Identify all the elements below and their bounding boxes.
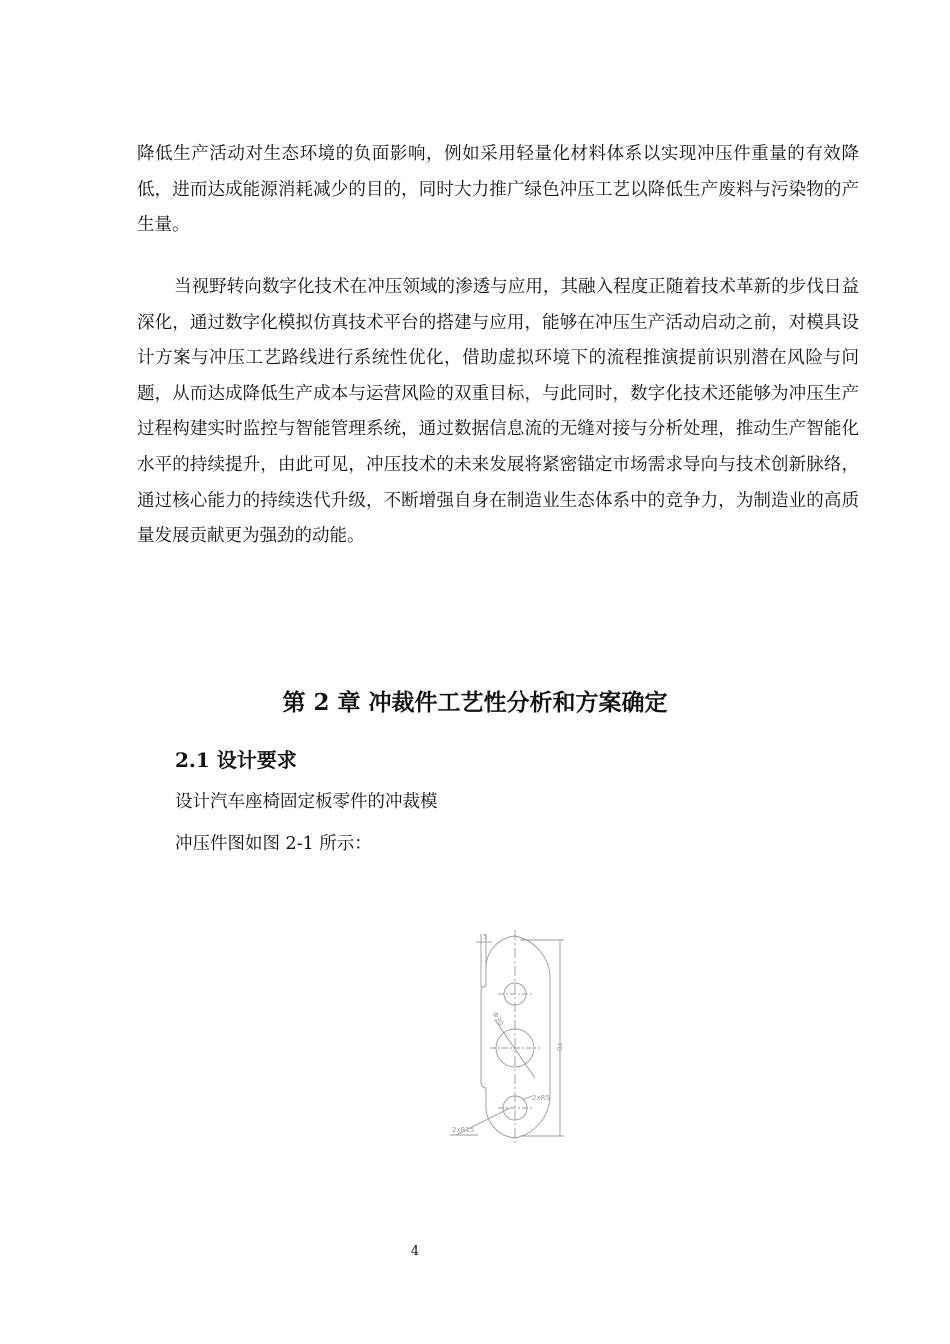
dim-top-label: 5	[483, 933, 488, 941]
dim-r15-label: 2xR15	[452, 1126, 475, 1134]
section-heading: 2.1 设计要求	[175, 748, 297, 772]
part-drawing	[440, 928, 580, 1188]
dim-r5-label: 2xR5	[532, 1094, 550, 1102]
dim-r5-leader	[522, 1096, 532, 1100]
dim-height-label: 70	[555, 1042, 563, 1051]
figure-reference-text: 冲压件图如图 2-1 所示：	[175, 834, 372, 854]
chapter-heading: 第 2 章 冲裁件工艺性分析和方案确定	[282, 689, 668, 716]
dim-diag-label: Φ30	[490, 1010, 506, 1028]
body-paragraph-1: 降低生产活动对生态环境的负面影响，例如采用轻量化材料体系以实现冲压件重量的有效降低，进而达成能源消耗减少的目的，同时大力推广绿色冲压工艺以降低生产废料与污染物的产生量。	[137, 144, 859, 236]
page-number: 4	[410, 1244, 420, 1259]
design-requirement-text: 设计汽车座椅固定板零件的冲裁模	[175, 792, 438, 812]
body-paragraph-2: 当视野转向数字化技术在冲压领域的渗透与应用，其融入程度正随着技术革新的步伐日益深化，通过数字化模拟仿真技术平台的搭建与应用，能够在冲压生产活动启动之前，对模具设计方案与冲压工艺路线进行系统性优化，借助虚拟环境下的流程推演提前识别潜在风险与问题，从而达成降低生产成本与运营风险的双重目标，与此同时，数字化技术还能够为冲压生产过程构建实时监控与智能管理系统，通过数据信息流的无缝对接与分析处理，推动生产智能化水平的持续提升，由此可见，冲压技术的未来发展将紧密锚定市场需求导向与技术创新脉络，通过核心能力的持续迭代升级，不断增强自身在制造业生态体系中的竞争力，为制造业的高质量发展贡献更为强劲的动能。	[137, 277, 859, 547]
